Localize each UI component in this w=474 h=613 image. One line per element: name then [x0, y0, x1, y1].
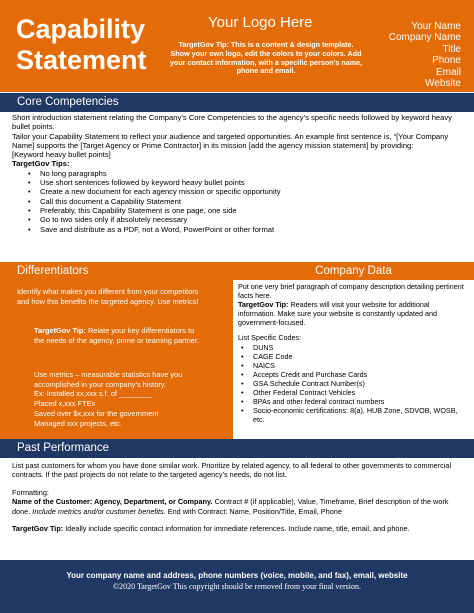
- list-item: • Accepts Credit and Purchase Cards: [253, 370, 468, 379]
- formatting-label: Formatting:: [12, 487, 49, 497]
- contact-website: Website: [425, 78, 461, 90]
- differentiators-heading: Differentiators: [0, 262, 233, 280]
- title-line-1: Capability: [16, 14, 146, 44]
- list-item: • GSA Schedule Contract Number(s): [253, 379, 468, 388]
- differentiators-tip: [34, 326, 204, 345]
- core-competencies-section: [12, 113, 464, 234]
- contact-name: Your Name: [411, 21, 461, 32]
- header-tip-label: TargetGov Tip:: [178, 40, 229, 49]
- formatting-example: [12, 497, 464, 516]
- contact-company: Company Name: [388, 32, 461, 44]
- list-item: • Go to two sides only if absolutely necessary: [40, 215, 464, 224]
- differentiators-tip-label: TargetGov Tip:: [34, 326, 86, 335]
- company-tip-label: TargetGov Tip:: [238, 300, 289, 310]
- list-item: • Save and distribute as a PDF, not a Word, PowerPoint or other format: [40, 225, 464, 234]
- header-tip-text: This is a content & design template. Show your own logo, edit the colors to your colors. Add your contact information, with a specific person’s name, phone and email.: [169, 40, 363, 76]
- list-item: • No long paragraphs: [40, 169, 464, 178]
- format-end: End with Contract: Name, Position/Title, Email, Phone: [165, 506, 342, 516]
- core-tips-label: TargetGov Tips:: [12, 159, 70, 169]
- past-tip-text: Ideally include specific contact information for immediate references. Include name, title, email, and phone.: [63, 524, 410, 534]
- differentiators-intro: Identify what makes you different from your competitors and how this benefits the targeted agency. Use metrics!: [17, 287, 199, 306]
- list-item: • Use short sentences followed by keyword heavy bullet points: [40, 178, 464, 187]
- list-item: • BPAs and other federal contract numbers: [253, 397, 468, 406]
- differentiators-tip-text: Relate your key differentiators to the needs of the agency, prime or teaming partner.: [34, 326, 200, 345]
- spacer: [12, 516, 464, 524]
- footer-copyright: ©2020 TargetGov This copyright should be removed from your final version.: [113, 582, 361, 591]
- list-item: • CAGE Code: [253, 352, 468, 361]
- contact-block: [389, 21, 461, 89]
- core-tips-list: [12, 169, 464, 234]
- document-title: [16, 14, 147, 76]
- past-performance-heading: Past Performance: [0, 439, 474, 458]
- differentiators-section: [0, 280, 233, 439]
- metric-line: Use metrics – measurable statistics have you accomplished in your company’s history.: [34, 370, 183, 389]
- company-tip: [238, 300, 468, 327]
- past-tip-label: TargetGov Tip:: [12, 524, 64, 534]
- contact-title: Title: [442, 43, 461, 55]
- company-intro: Put one very brief paragraph of company description detailing pertinent facts here.: [238, 282, 464, 301]
- list-item: • NAICS: [253, 361, 468, 370]
- header-banner: [0, 0, 474, 92]
- contact-email: Email: [435, 66, 461, 78]
- format-italic: Include metrics and/or customer benefits.: [32, 506, 166, 516]
- format-bold: Name of the Customer: Agency, Department, or Company.: [12, 497, 213, 507]
- list-item: • Socio-economic certifications: 8(a), HUB Zone, SDVOB, WOSB, etc.: [253, 406, 468, 424]
- list-item: • Preferably, this Capability Statement is one page, one side: [40, 206, 464, 215]
- company-tip-text: Readers will visit your website for additional information. Make sure your website is constantly updated and government-focused.: [238, 300, 437, 328]
- differentiators-metrics: [34, 370, 209, 428]
- core-intro: Short introduction statement relating the Company’s Core Competencies to the agency’s specific needs followed by keyword heavy bullet points.: [12, 113, 452, 132]
- metric-line: Ex: Installed xx,xxx s.f. of ________: [34, 389, 152, 399]
- list-item: • Create a new document for each agency mission or specific opportunity: [40, 187, 464, 196]
- metric-line: Placed x,xxx FTEs: [34, 399, 96, 409]
- spacer: [12, 480, 464, 488]
- core-competencies-heading: Core Competencies: [0, 93, 474, 112]
- core-keyword: [Keyword heavy bullet points]: [12, 150, 111, 160]
- codes-list: [238, 343, 468, 425]
- title-line-2: Statement: [16, 45, 147, 75]
- logo-placeholder: Your Logo Here: [208, 14, 313, 31]
- footer-company-info: Your company name and address, phone numbers (voice, mobile, and fax), email, website: [66, 571, 408, 580]
- header-tip: [168, 41, 364, 76]
- codes-label: List Specific Codes:: [238, 333, 302, 343]
- company-data-heading: Company Data: [233, 262, 474, 280]
- list-item: • DUNS: [253, 343, 468, 352]
- list-item: • Call this document a Capability Statement: [40, 197, 464, 206]
- contact-phone: Phone: [432, 55, 461, 67]
- core-tailor: Tailor your Capability Statement to reflect your audience and targeted opportunities. An example first sentence is, “[Your Company Name] supports the [Target Agency or Prime Contractor] in its mission [add the agency mission statement] by providing:: [12, 131, 449, 150]
- company-data-section: [238, 282, 468, 424]
- past-tip: [12, 524, 464, 533]
- metric-line: Managed xxx projects, etc.: [34, 418, 122, 428]
- footer-banner: [0, 560, 474, 613]
- list-item: • Other Federal Contract Vehicles: [253, 388, 468, 397]
- metric-line: Saved over $x,xxx for the government: [34, 408, 159, 418]
- format-text: Contract # (if applicable), Value, Timeframe, Brief description of the work done.: [12, 497, 449, 516]
- past-performance-section: [12, 461, 464, 533]
- past-intro: List past customers for whom you have done similar work. Prioritize by related agency, to all federal to other governments to commercial contracts. If the past projects do not relate to the targeted agency’s needs, do not list.: [12, 461, 452, 480]
